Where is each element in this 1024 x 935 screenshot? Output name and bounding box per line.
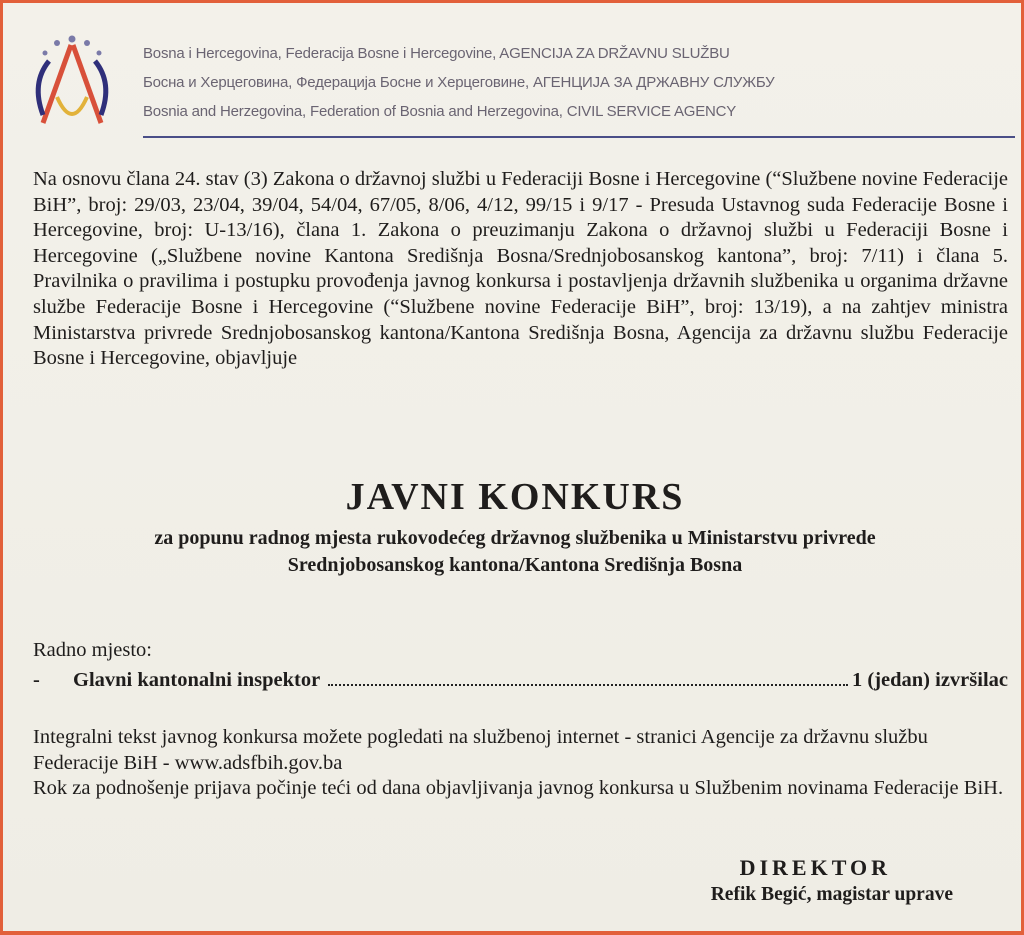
notice-title: JAVNI KONKURS [345,476,685,518]
agency-name-latin: Bosna i Hercegovina, Federacija Bosne i Hercegovine, AGENCIJA ZA DRŽAVNU SLUŽBU [143,45,730,62]
agency-name-lines [143,39,1003,126]
dot-leader [328,674,848,686]
position-label: Radno mjesto: [33,639,153,661]
agency-name-cyrillic: Босна и Херцеговина, Федерација Босне и Херцеговине, АГЕНЦИЈА ЗА ДРЖАВНУ СЛУЖБУ [143,74,775,91]
header-divider [143,136,1015,138]
signature-block [653,855,953,906]
subtitle-line-2: Srednjobosanskog kantona/Kantona Središnja Bosna [287,554,743,576]
position-bullet: - [33,669,40,691]
position-count: 1 (jedan) izvršilac [852,669,1008,691]
agency-logo-icon [27,31,117,141]
agency-name-english: Bosnia and Herzegovina, Federation of Bosnia and Herzegovina, CIVIL SERVICE AGENCY [143,103,737,120]
notice-subtitle [3,525,1024,579]
signature-name: Refik Begić, magistar uprave [710,884,953,905]
position-name: Glavni kantonalni inspektor [73,669,321,691]
agency-header [17,21,1009,141]
position-row [33,669,1008,695]
intro-paragraph: Na osnovu člana 24. stav (3) Zakona o državnoj službi u Federaciji Bosne i Hercegovine (“Službene novine Federacije BiH”, broj: 29/03, 23/04, 39/04, 54/04, 67/05, 8/06, 4/12, 99/15 i 9/17 - Presuda Ustavnog suda Federacije Bosne i Hercegovine, broj: U-13/16), člana 1. Zakona o preuzimanju Zakona o državnoj službi u Federaciji Bosne i Hercegovine („Službene novine Kantona Središnja Bosna/Srednjobosanskog kantona”, broj: 7/11) i člana 5. Pravilnika o pravilima i postupku provođenja javnog konkursa i postavljenja državnih službenika u organima državne službe Federacije Bosne i Hercegovine (“Službene novine Federacije BiH”, broj: 13/19), a na zahtjev ministra Ministarstva privrede Srednjobosanskog kantona/Kantona Središnja Bosna, Agencija za državnu službu Federacije Bosne i Hercegovine, objavljuje [33,168,1008,370]
info-deadline-text: Rok za podnošenje prijava počinje teći od dana objavljivanja javnog konkursa u Službenim novinama Federacije BiH. [33,777,1004,800]
signature-role: DIREKTOR [739,855,891,880]
subtitle-line-1: za popunu radnog mjesta rukovodećeg državnog službenika u Ministarstvu privrede [154,527,876,549]
info-paragraph [33,725,1008,802]
info-website-text: Integralni tekst javnog konkursa možete pogledati na službenoj internet - stranici Agencije za državnu službu Federacije BiH - www.adsfbih.gov.ba [33,726,928,774]
